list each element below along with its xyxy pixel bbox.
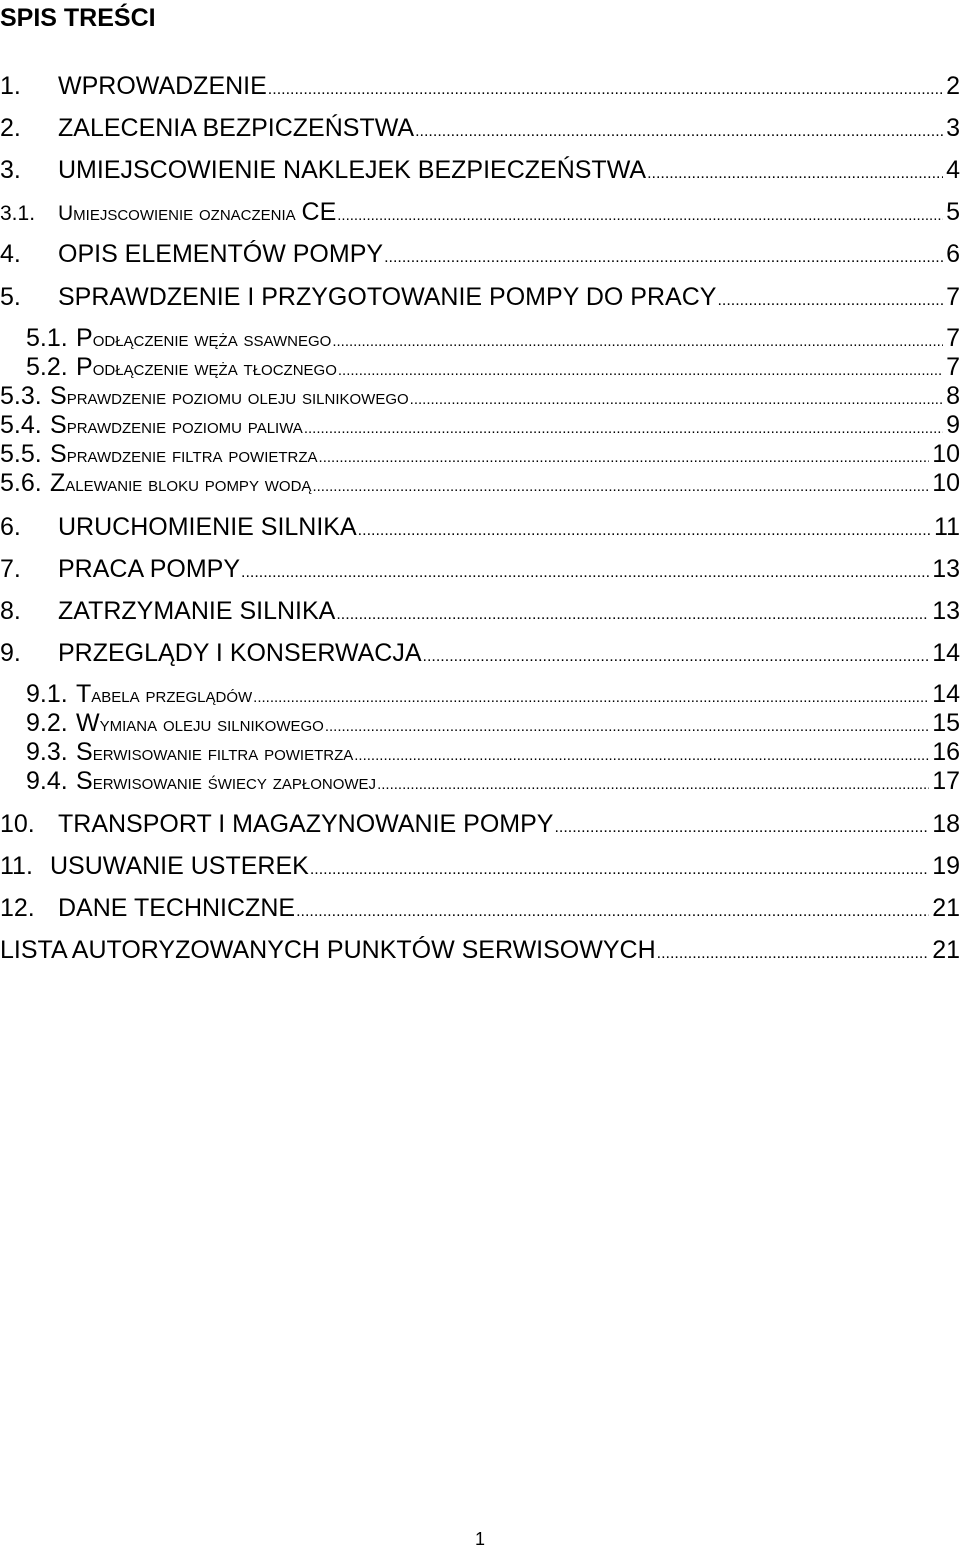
dot-leader [325,714,929,740]
toc-entry-label: ZALECENIA BEZPICZEŃSTWA [58,114,415,142]
toc-entry-label: TRANSPORT I MAGAZYNOWANIE POMPY [58,810,554,838]
toc-entry-page: 13 [932,597,960,625]
dot-leader [338,358,943,384]
toc-entry[interactable] [0,155,960,185]
toc-entry-number: 1. [0,72,21,100]
dot-leader [554,813,929,843]
toc-entry-page: 9 [946,411,960,439]
toc-entry-label: WPROWADZENIE [58,72,267,100]
toc-entry-label: Zalewanie bloku pompy wodą [50,469,312,497]
toc-entry-label: PRACA POMPY [58,555,240,583]
dot-leader [384,243,943,273]
toc-subentry[interactable] [26,681,960,707]
toc-entry-label: Sprawdzenie filtra powietrza [50,440,318,468]
toc-subentry[interactable] [26,354,960,380]
toc-entry-number: 3. [0,156,21,184]
toc-entry-page: 16 [932,738,960,766]
toc-entry-number: 12. [0,894,35,922]
toc-entry[interactable] [0,851,960,881]
toc-entry-page: 3 [946,114,960,142]
toc-entry-page: 7 [946,324,960,352]
toc-entry-page: 2 [946,72,960,100]
toc-subentry[interactable] [0,441,960,467]
dot-leader [304,416,943,442]
toc-entry-page: 13 [932,555,960,583]
toc-entry[interactable] [0,638,960,668]
toc-entry-number: 2. [0,114,21,142]
toc-entry-page: 21 [932,936,960,964]
toc-entry-number: 5.1. [26,324,68,352]
toc-subentry[interactable] [0,383,960,409]
toc-entry-label: Podłączenie węża ssawnego [76,324,332,352]
toc-entry-number: 10. [0,810,35,838]
toc-entry-page: 7 [946,353,960,381]
toc-entry-label: Sprawdzenie poziomu oleju silnikowego [50,382,409,410]
page-title: SPIS TREŚCI [0,4,156,32]
toc-entry-page: 14 [932,680,960,708]
toc-subentry[interactable] [26,739,960,765]
toc-entry-page: 18 [932,810,960,838]
toc-entry-number: 9.1. [26,680,68,708]
toc-entry[interactable] [0,239,960,269]
toc-entry-number: 4. [0,240,21,268]
toc-entry-page: 17 [932,767,960,795]
toc-entry-page: 5 [946,198,960,226]
dot-leader [337,203,943,229]
toc-entry-number: 5.3. [0,382,42,410]
toc-entry[interactable] [0,596,960,626]
toc-subentry[interactable] [26,768,960,794]
dot-leader [296,897,929,927]
toc-entry-page: 8 [946,382,960,410]
toc-entry-label: Serwisowanie świecy zapłonowej [76,767,377,795]
toc-entry-number: 11. [0,852,33,880]
toc-entry[interactable] [0,554,960,584]
dot-leader [410,387,943,413]
toc-entry-label: LISTA AUTORYZOWANYCH PUNKTÓW SERWISOWYCH [0,936,656,964]
dot-leader [319,445,930,471]
toc-subentry[interactable] [0,199,960,225]
toc-entry-number: 6. [0,513,21,541]
toc-entry-label: Wymiana oleju silnikowego [76,709,324,737]
toc-entry-page: 15 [932,709,960,737]
dot-leader [423,642,930,672]
toc-subentry[interactable] [26,325,960,351]
toc-entry-page: 10 [932,440,960,468]
toc-entry-label: Podłączenie węża tłocznego [76,353,337,381]
toc-entry-page: 6 [946,240,960,268]
toc-entry-label: OPIS ELEMENTÓW POMPY [58,240,384,268]
dot-leader [268,75,943,105]
toc-entry-number: 5.5. [0,440,42,468]
toc-subentry[interactable] [26,710,960,736]
toc-entry[interactable] [0,282,960,312]
toc-subentry[interactable] [0,412,960,438]
toc-entry-label: Umiejscowienie oznaczenia CE [58,198,337,226]
toc-entry-number: 9.2. [26,709,68,737]
toc-entry[interactable] [0,935,960,965]
toc-entry-label: DANE TECHNICZNE [58,894,296,922]
toc-entry-page: 19 [932,852,960,880]
toc-entry-label: URUCHOMIENIE SILNIKA [58,513,357,541]
dot-leader [336,600,929,630]
toc-entry-number: 8. [0,597,21,625]
toc-entry-number: 5. [0,283,21,311]
toc-entry[interactable] [0,893,960,923]
toc-entry-number: 5.4. [0,411,42,439]
toc-entry-page: 11 [934,513,960,541]
dot-leader [312,474,929,500]
dot-leader [657,939,930,969]
dot-leader [647,159,943,189]
toc-entry[interactable] [0,71,960,101]
dot-leader [415,117,943,147]
toc-entry-number: 5.2. [26,353,68,381]
toc-subentry[interactable] [0,470,960,496]
dot-leader [358,516,931,546]
toc-entry-number: 7. [0,555,21,583]
toc-entry[interactable] [0,113,960,143]
toc-entry[interactable] [0,512,960,542]
toc-entry-number: 9. [0,639,21,667]
dot-leader [354,743,929,769]
dot-leader [253,685,929,711]
dot-leader [717,286,943,316]
toc-entry[interactable] [0,809,960,839]
toc-entry-number: 9.4. [26,767,68,795]
toc-entry-label: USUWANIE USTEREK [50,852,309,880]
dot-leader [310,855,929,885]
toc-entry-label: Tabela przeglądów [76,680,253,708]
toc-entry-number: 9.3. [26,738,68,766]
dot-leader [332,329,943,355]
toc-entry-number: 5.6. [0,469,42,497]
toc-entry-label: PRZEGLĄDY I KONSERWACJA [58,639,422,667]
dot-leader [377,772,929,798]
toc-entry-page: 7 [946,283,960,311]
toc-entry-label: SPRAWDZENIE I PRZYGOTOWANIE POMPY DO PRACY [58,283,717,311]
toc-entry-page: 10 [932,469,960,497]
toc-entry-label: ZATRZYMANIE SILNIKA [58,597,336,625]
toc-entry-number: 3.1. [0,202,36,225]
toc-entry-page: 21 [932,894,960,922]
toc-entry-label: Serwisowanie filtra powietrza [76,738,354,766]
toc-entry-page: 4 [946,156,960,184]
toc-entry-label: Sprawdzenie poziomu paliwa [50,411,303,439]
toc-entry-label: UMIEJSCOWIENIE NAKLEJEK BEZPIECZEŃSTWA [58,156,647,184]
dot-leader [241,558,929,588]
page-number: 1 [474,1529,485,1549]
toc-entry-page: 14 [932,639,960,667]
